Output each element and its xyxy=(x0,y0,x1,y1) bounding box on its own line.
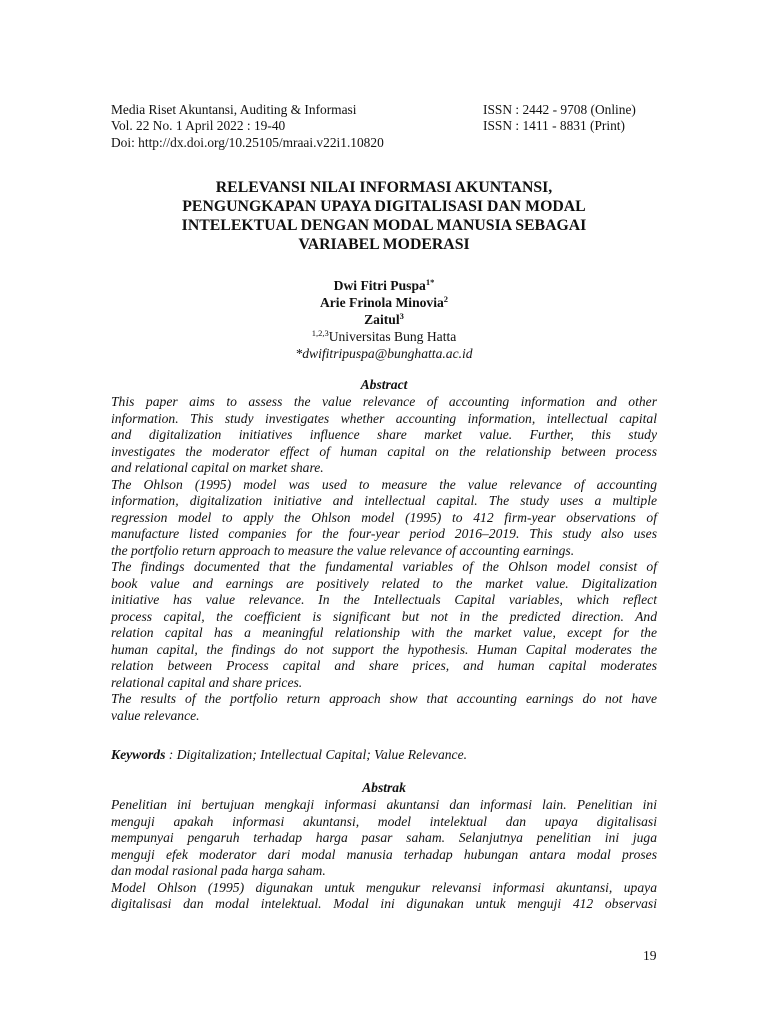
text-line: information, digitalization initiative and intellectual capital. The study uses a multiple xyxy=(111,493,657,508)
text-line: The Ohlson (1995) model was used to measure the value relevance of accounting xyxy=(111,476,657,492)
abstrak-heading: Abstrak xyxy=(362,780,406,795)
text-line: the portfolio return approach to measure the value relevance of accounting earnings. xyxy=(111,542,575,558)
text-line: process capital, the coefficient is significant but not in the predicted direction. And xyxy=(111,608,657,624)
text-line: and digitalization initiatives influence share market value. Further, this study xyxy=(111,427,657,442)
title-line: INTELEKTUAL DENGAN MODAL MANUSIA SEBAGAI xyxy=(181,217,587,234)
journal-header-right xyxy=(483,102,636,135)
text-line: investigates the moderator effect of human capital on the relationship between process xyxy=(111,443,657,459)
text-line: information. This study investigates whether accounting information, intellectual capital xyxy=(111,410,657,426)
keywords-label: Keywords xyxy=(111,747,166,762)
keywords-text: : Digitalization; Intellectual Capital; Value Relevance. xyxy=(165,747,468,762)
text-line: digitalisasi dan modal intelektual. Modal ini digunakan untuk menguji 412 observasi xyxy=(111,896,657,911)
author-name: Arie Frinola Minovia$^2$ xyxy=(319,294,449,310)
text-line: regression model to apply the Ohlson model (1995) to 412 firm-year observations of xyxy=(111,509,657,525)
keywords xyxy=(111,747,657,764)
text-line: menguji apakah informasi akuntansi, model intelektual dan upaya digitalisasi xyxy=(111,813,657,829)
text-line: Penelitian ini bertujuan mengkaji informasi akuntansi dan informasi lain. Penelitian ini xyxy=(111,797,657,812)
text-line: relation between Process capital and share prices, and human capital moderates xyxy=(111,658,657,673)
issn-online: ISSN : 2442 - 9708 (Online) xyxy=(483,102,636,117)
text-line: book value and earnings are positively related to the market value. Digitalization xyxy=(111,575,657,591)
text-line: relation capital has a meaningful relationship with the market value, except for the xyxy=(111,625,657,640)
author-name: Zaitul$^3$ xyxy=(364,311,404,327)
title-line: RELEVANSI NILAI INFORMASI AKUNTANSI, xyxy=(215,179,553,196)
text-line: manufacture listed companies for the four-year period 2016–2019. This study also uses xyxy=(111,526,657,541)
author-block xyxy=(111,277,657,362)
text-line: menguji efek moderator dari modal manusia terhadap hubungan antara modal proses xyxy=(111,846,657,862)
title-line: PENGUNGKAPAN UPAYA DIGITALISASI DAN MODAL xyxy=(182,198,586,215)
author-affiliation: $^{1,2,3}$Universitas Bung Hatta xyxy=(311,328,457,344)
text-line: human capital, the findings do not support the hypothesis. Human Capital moderates the xyxy=(111,641,657,657)
text-line: relational capital and share prices. xyxy=(111,674,303,690)
abstract-indonesian xyxy=(111,797,657,913)
text-line: dan modal rasional pada harga saham. xyxy=(111,863,326,878)
text-line: The findings documented that the fundamental variables of the Ohlson model consist of xyxy=(111,559,657,574)
journal-header-left xyxy=(111,102,384,151)
author-email: *dwifitripuspa@bunghatta.ac.id xyxy=(295,346,473,361)
text-line: Model Ohlson (1995) digunakan untuk mengukur relevansi informasi akuntansi, upaya xyxy=(111,879,657,895)
paper-title xyxy=(111,178,657,254)
issn-print: ISSN : 1411 - 8831 (Print) xyxy=(483,118,625,134)
text-line: initiative has value relevance. In the Intellectuals Capital variables, which reflect xyxy=(111,592,657,607)
journal-name: Media Riset Akuntansi, Auditing & Informasi xyxy=(111,102,357,117)
abstract-english xyxy=(111,394,657,724)
text-line: and relational capital on market share. xyxy=(111,460,324,475)
abstract-heading: Abstract xyxy=(360,377,408,392)
journal-volume: Vol. 22 No. 1 April 2022 : 19-40 xyxy=(111,118,286,134)
journal-doi: Doi: http://dx.doi.org/10.25105/mraai.v22i1.10820 xyxy=(111,134,384,150)
author-name: Dwi Fitri Puspa$^{1*}$ xyxy=(333,277,435,293)
text-line: This paper aims to assess the value relevance of accounting information and other xyxy=(111,394,657,409)
text-line: value relevance. xyxy=(111,707,200,723)
title-line: VARIABEL MODERASI xyxy=(298,236,470,253)
text-line: mempunyai pengaruh terhadap harga pasar saham. Selanjutnya penelitian ini juga xyxy=(111,830,657,845)
text-line: The results of the portfolio return approach show that accounting earnings do not have xyxy=(111,691,657,706)
page-number: 19 xyxy=(643,948,657,963)
